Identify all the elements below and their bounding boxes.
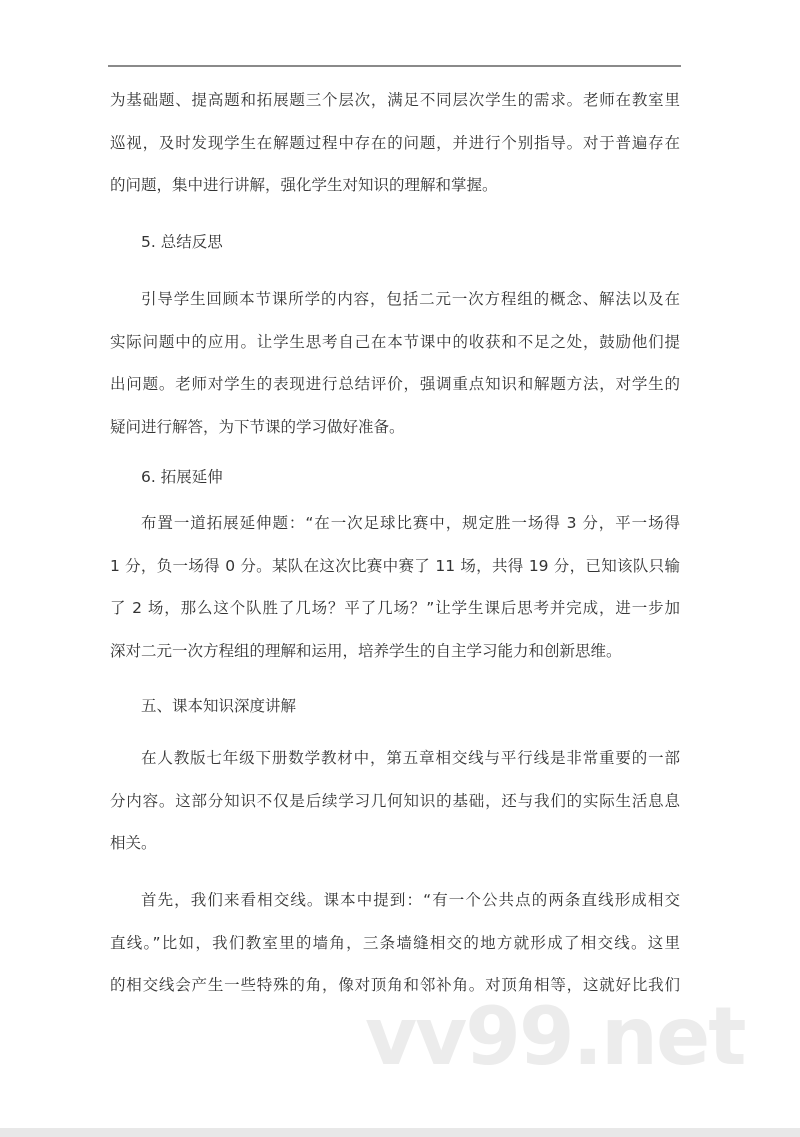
page-bottom-edge (0, 1128, 800, 1137)
header-rule (108, 65, 681, 67)
text-line: 分内容。这部分知识不仅是后续学习几何知识的基础，还与我们的实际生活息息 (110, 791, 680, 810)
paragraph-extension (110, 502, 680, 672)
text-line: 巡视，及时发现学生在解题过程中存在的问题，并进行个别指导。对于普遍存在 (110, 133, 680, 152)
text-line: 的相交线会产生一些特殊的角，像对顶角和邻补角。对顶角相等，这就好比我们 (110, 976, 680, 994)
section-heading-textbook: 五、课本知识深度讲解 (141, 697, 297, 715)
text-line: 相关。 (110, 834, 157, 852)
section-heading-extension: 6. 拓展延伸 (141, 468, 223, 486)
text-line: 直线。”比如，我们教室里的墙角，三条墙缝相交的地方就形成了相交线。这里 (110, 933, 680, 952)
text-line: 引导学生回顾本节课所学的内容，包括二元一次方程组的概念、解法以及在 (141, 290, 680, 308)
paragraph-intersecting-lines (110, 879, 680, 1007)
paragraph-tiered-exercises (110, 79, 680, 207)
watermark: vv99.net (365, 990, 745, 1083)
paragraph-textbook-intro (110, 737, 680, 865)
section-heading-summary: 5. 总结反思 (141, 233, 223, 251)
paragraph-summary (110, 278, 680, 448)
text-line: 出问题。老师对学生的表现进行总结评价，强调重点知识和解题方法，对学生的 (110, 375, 680, 393)
text-line: 1 分，负一场得 0 分。某队在这次比赛中赛了 11 场，共得 19 分，已知该队只输 (110, 556, 680, 575)
text-line: 为基础题、提高题和拓展题三个层次，满足不同层次学生的需求。老师在教室里 (110, 91, 680, 109)
text-line: 疑问进行解答，为下节课的学习做好准备。 (110, 417, 405, 436)
text-line: 首先，我们来看相交线。课本中提到：“有一个公共点的两条直线形成相交 (141, 891, 680, 909)
text-line: 深对二元一次方程组的理解和运用，培养学生的自主学习能力和创新思维。 (110, 641, 622, 660)
text-line: 在人教版七年级下册数学教材中，第五章相交线与平行线是非常重要的一部 (141, 749, 680, 767)
text-line: 布置一道拓展延伸题：“在一次足球比赛中，规定胜一场得 3 分，平一场得 (141, 514, 680, 532)
text-line: 实际问题中的应用。让学生思考自己在本节课中的收获和不足之处，鼓励他们提 (110, 332, 680, 351)
text-line: 的问题，集中进行讲解，强化学生对知识的理解和掌握。 (110, 176, 498, 194)
text-line: 了 2 场，那么这个队胜了几场？平了几场？”让学生课后思考并完成，进一步加 (110, 599, 680, 617)
